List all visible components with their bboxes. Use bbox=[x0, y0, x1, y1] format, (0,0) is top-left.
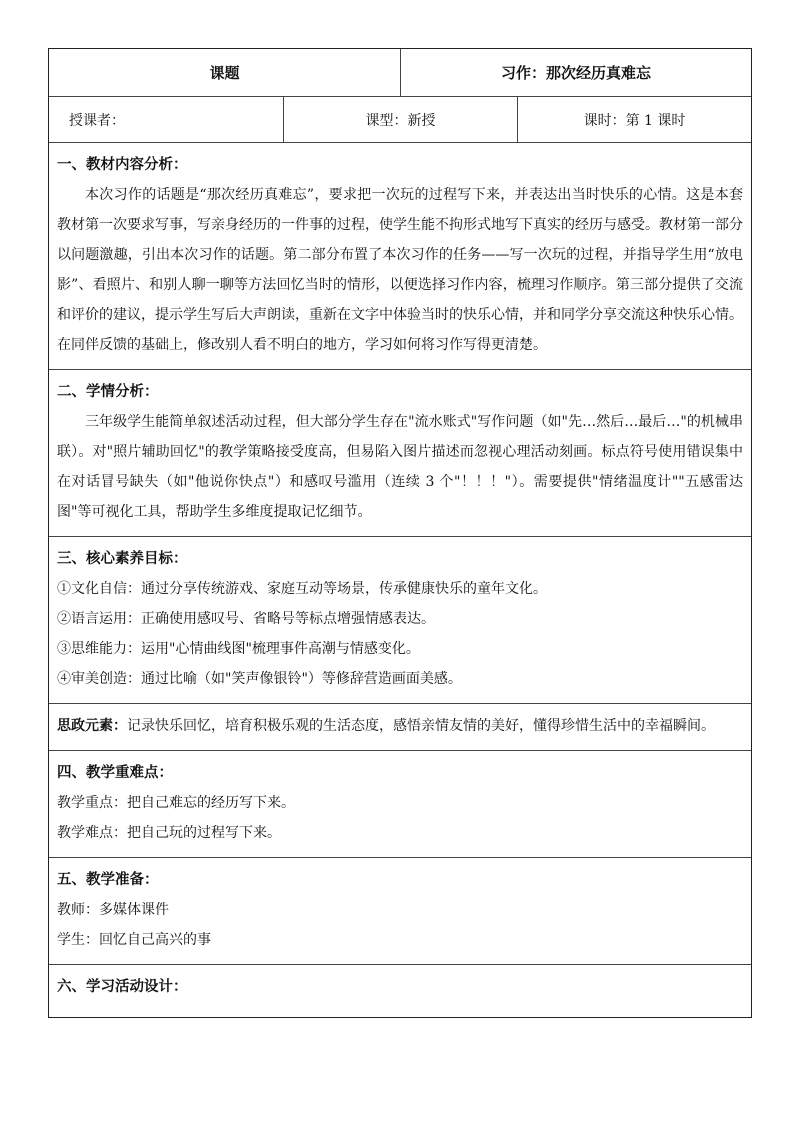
topic-value: 习作：那次经历真难忘 bbox=[400, 49, 751, 96]
ideology-body: 记录快乐回忆，培育积极乐观的生活态度，感悟亲情友情的美好，懂得珍惜生活中的幸福瞬间。 bbox=[127, 718, 715, 734]
activities-section bbox=[49, 965, 751, 1017]
lesson-hours-cell: 课时：第 1 课时 bbox=[517, 97, 751, 142]
ideology-paragraph bbox=[57, 711, 743, 741]
preparation-section bbox=[49, 858, 751, 965]
topic-label: 课题 bbox=[209, 64, 240, 82]
goal-item: ③思维能力：运用"心情曲线图"梳理事件高潮与情感变化。 bbox=[57, 641, 420, 657]
title-row bbox=[49, 49, 751, 97]
materials-section bbox=[49, 143, 751, 370]
goal-item: ④审美创造：通过比喻（如"笑声像银铃"）等修辞营造画面美感。 bbox=[57, 671, 462, 687]
activities-heading: 六、学习活动设计： bbox=[57, 979, 188, 995]
goals-heading: 三、核心素养目标： bbox=[57, 551, 188, 567]
preparation-heading: 五、教学准备： bbox=[57, 872, 159, 888]
teacher-cell: 授课者： bbox=[69, 112, 125, 129]
keypoints-section bbox=[49, 751, 751, 858]
preparation-item: 学生：回忆自己高兴的事 bbox=[57, 932, 211, 948]
materials-body: 本次习作的话题是“那次经历真难忘”，要求把一次玩的过程写下来，并表达出当时快乐的心情。这是本套教材第一次要求写事，写亲身经历的一件事的过程，使学生能不拘形式地写下真实的经历与感受。教材第一部分以问题激趣，引出本次习作的话题。第二部分布置了本次习作的任务——写一次玩的过程，并指导学生用“放电影”、看照片、和别人聊一聊等方法回忆当时的情形，以便选择习作内容，梳理习作顺序。第三部分提供了交流和评价的建议，提示学生写后大声朗读，重新在文字中体验当时的快乐心情，并和同学分享交流这种快乐心情。在同伴反馈的基础上，修改别人看不明白的地方，学习如何将习作写得更清楚。 bbox=[57, 187, 743, 353]
meta-row bbox=[49, 97, 751, 143]
learners-body: 三年级学生能简单叙述活动过程，但大部分学生存在"流水账式"写作问题（如"先…然后…最后…"的机械串联）。对"照片辅助回忆"的教学策略接受度高，但易陷入图片描述而忽视心理活动刻画。标点符号使用错误集中在对话冒号缺失（如"他说你快点"）和感叹号滥用（连续 3 个"！！！"）。需要提供"情绪温度计""五感雷达图"等可视化工具，帮助学生多维度提取记忆细节。 bbox=[57, 414, 743, 520]
preparation-item: 教师：多媒体课件 bbox=[57, 902, 169, 918]
keypoint-item: 教学重点：把自己难忘的经历写下来。 bbox=[57, 795, 295, 811]
goal-item: ②语言运用：正确使用感叹号、省略号等标点增强情感表达。 bbox=[57, 611, 435, 627]
keypoint-item: 教学难点：把自己玩的过程写下来。 bbox=[57, 825, 281, 841]
keypoints-heading: 四、教学重难点： bbox=[57, 765, 173, 781]
learners-section bbox=[49, 370, 751, 537]
ideology-section bbox=[49, 704, 751, 751]
lesson-plan-table bbox=[48, 48, 752, 1018]
lesson-type-cell: 课型：新授 bbox=[283, 97, 517, 142]
learners-heading: 二、学情分析： bbox=[57, 384, 159, 400]
goal-item: ①文化自信：通过分享传统游戏、家庭互动等场景，传承健康快乐的童年文化。 bbox=[57, 581, 547, 597]
materials-heading: 一、教材内容分析： bbox=[57, 157, 188, 173]
ideology-label: 思政元素： bbox=[57, 718, 127, 734]
goals-section bbox=[49, 537, 751, 704]
